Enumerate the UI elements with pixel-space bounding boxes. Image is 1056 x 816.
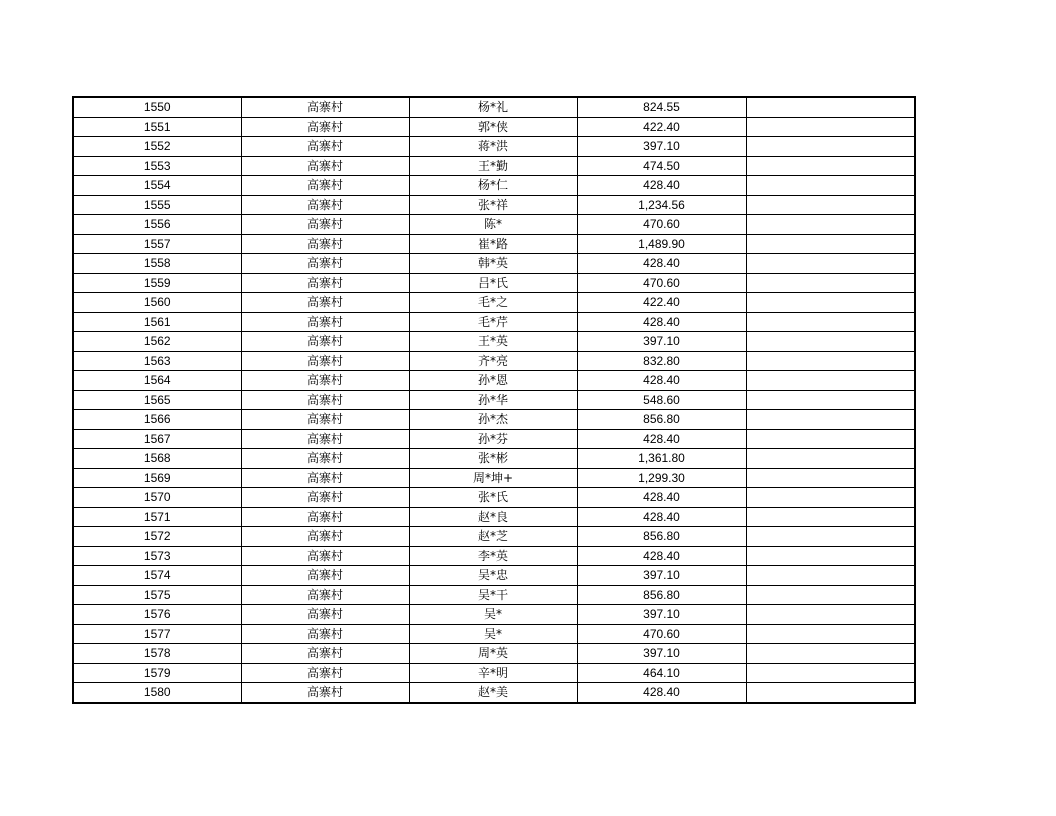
table-row xyxy=(73,215,915,235)
table-row xyxy=(73,605,915,625)
cell-person-name: 张*氏 xyxy=(409,488,577,508)
cell-amount: 1,234.56 xyxy=(577,195,746,215)
cell-serial-number: 1558 xyxy=(73,254,241,274)
cell-note xyxy=(746,566,915,586)
cell-person-name: 郭*侠 xyxy=(409,117,577,137)
cell-serial-number: 1559 xyxy=(73,273,241,293)
cell-village: 高寨村 xyxy=(241,371,409,391)
table-row xyxy=(73,97,915,117)
cell-person-name: 吴* xyxy=(409,605,577,625)
table-row xyxy=(73,156,915,176)
cell-village: 高寨村 xyxy=(241,117,409,137)
cell-person-name: 吴*忠 xyxy=(409,566,577,586)
cell-note xyxy=(746,97,915,117)
cell-amount: 428.40 xyxy=(577,176,746,196)
cell-amount: 428.40 xyxy=(577,488,746,508)
cell-serial-number: 1557 xyxy=(73,234,241,254)
table-row xyxy=(73,390,915,410)
table-row xyxy=(73,566,915,586)
cell-note xyxy=(746,215,915,235)
cell-amount: 422.40 xyxy=(577,117,746,137)
cell-amount: 428.40 xyxy=(577,254,746,274)
table-row xyxy=(73,468,915,488)
cell-note xyxy=(746,644,915,664)
cell-person-name: 张*祥 xyxy=(409,195,577,215)
cell-amount: 470.60 xyxy=(577,273,746,293)
cell-village: 高寨村 xyxy=(241,293,409,313)
cell-village: 高寨村 xyxy=(241,176,409,196)
table-row xyxy=(73,585,915,605)
cell-person-name: 蒋*洪 xyxy=(409,137,577,157)
cell-note xyxy=(746,371,915,391)
table-row xyxy=(73,293,915,313)
table-row xyxy=(73,624,915,644)
cell-person-name: 齐*亮 xyxy=(409,351,577,371)
cell-serial-number: 1574 xyxy=(73,566,241,586)
cell-note xyxy=(746,137,915,157)
cell-village: 高寨村 xyxy=(241,312,409,332)
cell-note xyxy=(746,254,915,274)
cell-amount: 548.60 xyxy=(577,390,746,410)
cell-person-name: 张*彬 xyxy=(409,449,577,469)
cell-village: 高寨村 xyxy=(241,585,409,605)
cell-serial-number: 1570 xyxy=(73,488,241,508)
table-row xyxy=(73,527,915,547)
cell-amount: 397.10 xyxy=(577,644,746,664)
cell-amount: 464.10 xyxy=(577,663,746,683)
cell-village: 高寨村 xyxy=(241,410,409,430)
cell-person-name: 孙*恩 xyxy=(409,371,577,391)
cell-note xyxy=(746,332,915,352)
cell-serial-number: 1571 xyxy=(73,507,241,527)
cell-serial-number: 1556 xyxy=(73,215,241,235)
cell-serial-number: 1561 xyxy=(73,312,241,332)
cell-serial-number: 1568 xyxy=(73,449,241,469)
cell-village: 高寨村 xyxy=(241,605,409,625)
cell-amount: 1,361.80 xyxy=(577,449,746,469)
cell-note xyxy=(746,351,915,371)
cell-note xyxy=(746,488,915,508)
cell-note xyxy=(746,468,915,488)
cell-village: 高寨村 xyxy=(241,390,409,410)
cell-village: 高寨村 xyxy=(241,332,409,352)
table-row xyxy=(73,137,915,157)
cell-amount: 428.40 xyxy=(577,371,746,391)
cell-serial-number: 1552 xyxy=(73,137,241,157)
cell-serial-number: 1573 xyxy=(73,546,241,566)
cell-person-name: 陈* xyxy=(409,215,577,235)
cell-serial-number: 1565 xyxy=(73,390,241,410)
cell-serial-number: 1550 xyxy=(73,97,241,117)
cell-village: 高寨村 xyxy=(241,429,409,449)
cell-village: 高寨村 xyxy=(241,137,409,157)
table-row xyxy=(73,351,915,371)
cell-village: 高寨村 xyxy=(241,195,409,215)
cell-person-name: 孙*华 xyxy=(409,390,577,410)
cell-village: 高寨村 xyxy=(241,683,409,703)
cell-village: 高寨村 xyxy=(241,254,409,274)
table-row xyxy=(73,644,915,664)
table-row xyxy=(73,663,915,683)
cell-village: 高寨村 xyxy=(241,546,409,566)
cell-village: 高寨村 xyxy=(241,351,409,371)
cell-serial-number: 1567 xyxy=(73,429,241,449)
cell-note xyxy=(746,527,915,547)
cell-person-name: 吴* xyxy=(409,624,577,644)
cell-note xyxy=(746,176,915,196)
cell-village: 高寨村 xyxy=(241,273,409,293)
cell-village: 高寨村 xyxy=(241,644,409,664)
cell-person-name: 吴*干 xyxy=(409,585,577,605)
cell-amount: 824.55 xyxy=(577,97,746,117)
table-row xyxy=(73,234,915,254)
cell-note xyxy=(746,449,915,469)
table-row xyxy=(73,195,915,215)
table-row xyxy=(73,449,915,469)
cell-person-name: 毛*之 xyxy=(409,293,577,313)
cell-note xyxy=(746,585,915,605)
cell-amount: 428.40 xyxy=(577,546,746,566)
cell-serial-number: 1578 xyxy=(73,644,241,664)
table-row xyxy=(73,254,915,274)
cell-amount: 397.10 xyxy=(577,332,746,352)
cell-note xyxy=(746,507,915,527)
cell-person-name: 王*勤 xyxy=(409,156,577,176)
cell-serial-number: 1580 xyxy=(73,683,241,703)
cell-person-name: 毛*芹 xyxy=(409,312,577,332)
cell-note xyxy=(746,624,915,644)
data-table xyxy=(72,96,916,704)
cell-serial-number: 1555 xyxy=(73,195,241,215)
cell-serial-number: 1564 xyxy=(73,371,241,391)
table-row xyxy=(73,410,915,430)
cell-note xyxy=(746,293,915,313)
cell-amount: 422.40 xyxy=(577,293,746,313)
cell-village: 高寨村 xyxy=(241,488,409,508)
cell-amount: 856.80 xyxy=(577,410,746,430)
cell-village: 高寨村 xyxy=(241,449,409,469)
table-row xyxy=(73,488,915,508)
cell-note xyxy=(746,234,915,254)
cell-note xyxy=(746,683,915,703)
cell-serial-number: 1560 xyxy=(73,293,241,313)
cell-village: 高寨村 xyxy=(241,156,409,176)
cell-village: 高寨村 xyxy=(241,566,409,586)
cell-note xyxy=(746,390,915,410)
table-row xyxy=(73,429,915,449)
table-row xyxy=(73,312,915,332)
cell-person-name: 周*英 xyxy=(409,644,577,664)
cell-amount: 856.80 xyxy=(577,527,746,547)
cell-note xyxy=(746,156,915,176)
cell-note xyxy=(746,605,915,625)
cell-serial-number: 1569 xyxy=(73,468,241,488)
cell-person-name: 杨*仁 xyxy=(409,176,577,196)
cell-person-name: 王*英 xyxy=(409,332,577,352)
cell-person-name: 赵*美 xyxy=(409,683,577,703)
cell-amount: 470.60 xyxy=(577,624,746,644)
cell-amount: 1,299.30 xyxy=(577,468,746,488)
cell-amount: 1,489.90 xyxy=(577,234,746,254)
cell-amount: 428.40 xyxy=(577,683,746,703)
cell-amount: 428.40 xyxy=(577,429,746,449)
cell-amount: 470.60 xyxy=(577,215,746,235)
cell-serial-number: 1566 xyxy=(73,410,241,430)
cell-amount: 397.10 xyxy=(577,605,746,625)
table-row xyxy=(73,507,915,527)
cell-serial-number: 1575 xyxy=(73,585,241,605)
cell-note xyxy=(746,117,915,137)
cell-person-name: 赵*良 xyxy=(409,507,577,527)
cell-person-name: 吕*氏 xyxy=(409,273,577,293)
table-row xyxy=(73,332,915,352)
spreadsheet-page xyxy=(72,96,914,704)
cell-village: 高寨村 xyxy=(241,215,409,235)
cell-serial-number: 1577 xyxy=(73,624,241,644)
cell-amount: 832.80 xyxy=(577,351,746,371)
cell-person-name: 李*英 xyxy=(409,546,577,566)
cell-village: 高寨村 xyxy=(241,507,409,527)
cell-note xyxy=(746,312,915,332)
cell-amount: 428.40 xyxy=(577,312,746,332)
cell-village: 高寨村 xyxy=(241,468,409,488)
cell-note xyxy=(746,429,915,449)
cell-serial-number: 1553 xyxy=(73,156,241,176)
cell-serial-number: 1572 xyxy=(73,527,241,547)
cell-note xyxy=(746,410,915,430)
cell-village: 高寨村 xyxy=(241,624,409,644)
cell-amount: 474.50 xyxy=(577,156,746,176)
cell-village: 高寨村 xyxy=(241,97,409,117)
cell-note xyxy=(746,663,915,683)
cell-serial-number: 1554 xyxy=(73,176,241,196)
cell-village: 高寨村 xyxy=(241,527,409,547)
cell-serial-number: 1579 xyxy=(73,663,241,683)
cell-note xyxy=(746,546,915,566)
cell-person-name: 赵*芝 xyxy=(409,527,577,547)
cell-person-name: 杨*礼 xyxy=(409,97,577,117)
cell-amount: 397.10 xyxy=(577,137,746,157)
cell-serial-number: 1551 xyxy=(73,117,241,137)
cell-person-name: 韩*英 xyxy=(409,254,577,274)
cell-person-name: 崔*路 xyxy=(409,234,577,254)
cell-person-name: 辛*明 xyxy=(409,663,577,683)
cell-serial-number: 1576 xyxy=(73,605,241,625)
cell-serial-number: 1563 xyxy=(73,351,241,371)
table-row xyxy=(73,273,915,293)
cell-amount: 428.40 xyxy=(577,507,746,527)
table-row xyxy=(73,371,915,391)
cell-serial-number: 1562 xyxy=(73,332,241,352)
table-row xyxy=(73,546,915,566)
table-row xyxy=(73,683,915,703)
table-row xyxy=(73,117,915,137)
cell-amount: 397.10 xyxy=(577,566,746,586)
cell-note xyxy=(746,273,915,293)
cell-note xyxy=(746,195,915,215)
cell-village: 高寨村 xyxy=(241,234,409,254)
table-body xyxy=(73,97,915,703)
cell-person-name: 周*坤+ xyxy=(409,468,577,488)
cell-person-name: 孙*杰 xyxy=(409,410,577,430)
table-row xyxy=(73,176,915,196)
cell-village: 高寨村 xyxy=(241,663,409,683)
cell-person-name: 孙*芬 xyxy=(409,429,577,449)
cell-amount: 856.80 xyxy=(577,585,746,605)
